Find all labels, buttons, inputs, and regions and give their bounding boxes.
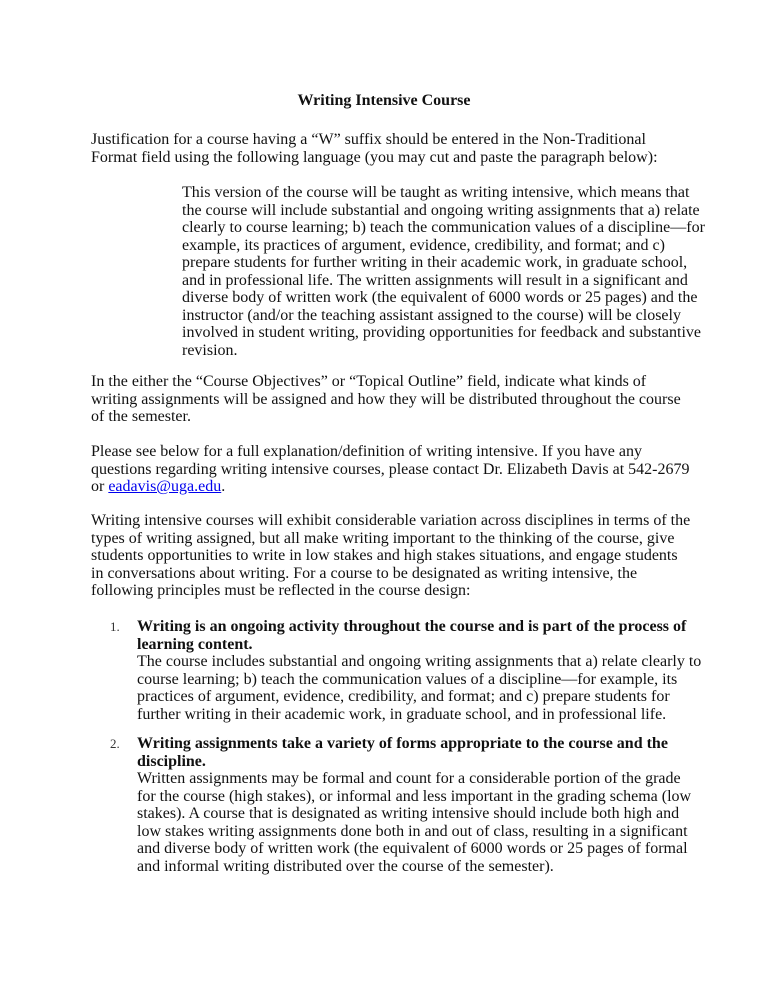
contact-email-link[interactable]: eadavis@uga.edu	[108, 478, 222, 495]
principle-heading: Writing is an ongoing activity throughout the course and is part of the process of learning content.	[137, 618, 687, 653]
principle-number: 2.	[110, 736, 120, 751]
principle-body	[137, 735, 702, 875]
principle-number: 1.	[110, 619, 120, 634]
contact-end: .	[221, 478, 226, 495]
contact-paragraph	[91, 443, 691, 496]
principle-heading: Writing assignments take a variety of forms appropriate to the course and the discipline.	[137, 735, 668, 770]
objectives-paragraph: In the either the “Course Objectives” or “Topical Outline” field, indicate what kinds of writing assignments will be assigned and how they will be distributed throughout the course of the semester.	[91, 373, 681, 425]
document-title: Writing Intensive Course	[297, 92, 471, 109]
quoted-justification-paragraph: This version of the course will be taught as writing intensive, which means that the course will include substantial and ongoing writing assignments that a) relate clearly to course learning; b) teach the communication values of a discipline—for example, its practices of argument, evidence, credibility, and format; and c) prepare students for further writing in their academic work, in graduate school, and in professional life. The written assignments will result in a significant and diverse body of written work (the equivalent of 6000 words or 25 pages) and the instructor (and/or the teaching assistant assigned to the course) will be closely involved in student writing, providing opportunities for feedback and substantive revision.	[182, 184, 705, 359]
principles-intro-paragraph: Writing intensive courses will exhibit considerable variation across disciplines in terms of the types of writing assigned, but all make writing important to the thinking of the course, give students opportunities to write in low stakes and high stakes situations, and engage students in conversations about writing. For a course to be designated as writing intensive, the following principles must be reflected in the course design:	[91, 512, 691, 599]
intro-paragraph: Justification for a course having a “W” suffix should be entered in the Non-Traditional Format field using the following language (you may cut and paste the paragraph below):	[91, 131, 658, 166]
principle-text: Written assignments may be formal and count for a considerable portion of the grade for the course (high stakes), or informal and less important in the grading schema (low stakes). A course that is designated as writing intensive should include both high and low stakes writing assignments done both in and out of class, resulting in a significant and diverse body of written work (the equivalent of 6000 words or 25 pages of formal and informal writing distributed over the course of the semester).	[137, 770, 692, 875]
principle-body	[137, 618, 702, 723]
principle-text: The course includes substantial and ongoing writing assignments that a) relate clearly to course learning; b) teach the communication values of a discipline—for example, its practices of argument, evidence, credibility, and format; and c) prepare students for further writing in their academic work, in graduate school, and in professional life.	[137, 653, 702, 723]
contact-text: Please see below for a full explanation/definition of writing intensive. If you have any questions regarding writing intensive courses, please contact Dr. Elizabeth Davis at 542-2679 or	[91, 443, 690, 495]
